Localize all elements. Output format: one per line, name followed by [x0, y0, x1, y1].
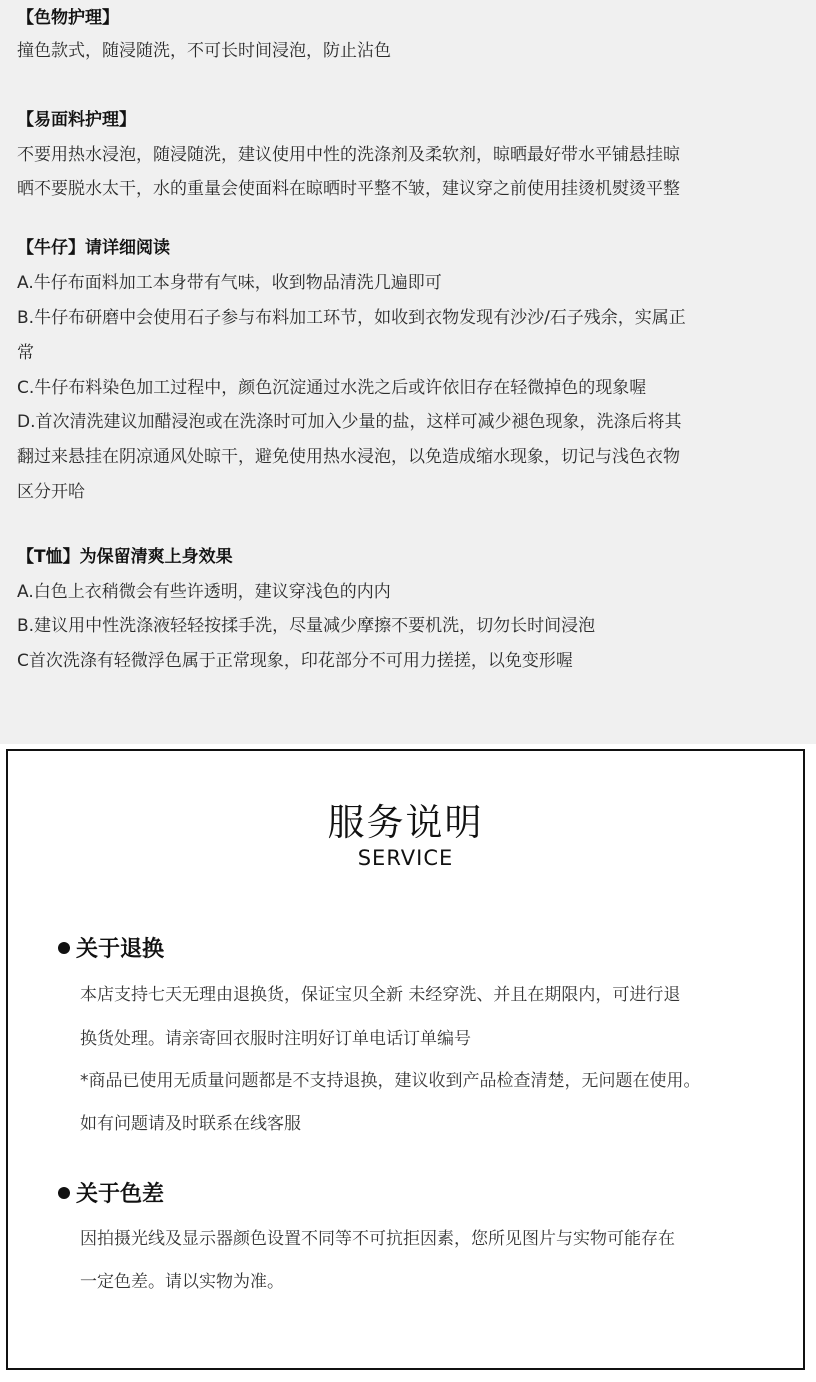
returns-line: 如有问题请及时联系在线客服 [80, 1114, 301, 1134]
service-subtitle: SERVICE [357, 846, 454, 870]
denim-line: B.牛仔布研磨中会使用石子参与布料加工环节，如收到衣物发现有沙沙/石子残余，实属正 [17, 308, 686, 328]
tshirt-heading: 【T恤】为保留清爽上身效果 [17, 547, 233, 567]
denim-line: A.牛仔布面料加工本身带有气味，收到物品清洗几遍即可 [17, 273, 442, 293]
color-diff-line: 因拍摄光线及显示器颜色设置不同等不可抗拒因素，您所见图片与实物可能存在 [80, 1229, 675, 1249]
returns-heading [58, 937, 164, 963]
returns-line: *商品已使用无质量问题都是不支持退换，建议收到产品检查清楚，无问题在使用。 [80, 1071, 701, 1091]
color-diff-heading [58, 1182, 164, 1208]
denim-line: 翻过来悬挂在阴凉通风处晾干，避免使用热水浸泡，以免造成缩水现象，切记与浅色衣物 [17, 447, 680, 467]
denim-line: 常 [17, 343, 34, 363]
color-care-line: 撞色款式，随浸随洗，不可长时间浸泡，防止沾色 [17, 41, 391, 61]
service-info-box [6, 749, 805, 1370]
returns-line: 本店支持七天无理由退换货，保证宝贝全新 未经穿洗、并且在期限内，可进行退 [80, 985, 681, 1005]
color-diff-line: 一定色差。请以实物为准。 [80, 1272, 284, 1292]
fabric-care-heading: 【易面料护理】 [17, 110, 136, 130]
tshirt-line: A.白色上衣稍微会有些许透明，建议穿浅色的内内 [17, 582, 391, 602]
denim-heading: 【牛仔】请详细阅读 [17, 238, 170, 258]
returns-heading-text: 关于退换 [76, 937, 165, 962]
service-title: 服务说明 [327, 801, 484, 844]
bullet-icon [58, 942, 70, 954]
denim-line: D.首次清洗建议加醋浸泡或在洗涤时可加入少量的盐，这样可减少褪色现象，洗涤后将其 [17, 412, 682, 432]
denim-line: 区分开哈 [17, 482, 85, 502]
tshirt-line: C首次洗涤有轻微浮色属于正常现象，印花部分不可用力搓搓，以免变形喔 [17, 651, 573, 671]
returns-line: 换货处理。请亲寄回衣服时注明好订单电话订单编号 [80, 1029, 471, 1049]
fabric-care-line: 晒不要脱水太干，水的重量会使面料在晾晒时平整不皱，建议穿之前使用挂烫机熨烫平整 [17, 179, 680, 199]
fabric-care-line: 不要用热水浸泡，随浸随洗，建议使用中性的洗涤剂及柔软剂，晾晒最好带水平铺悬挂晾 [17, 145, 680, 165]
denim-line: C.牛仔布料染色加工过程中，颜色沉淀通过水洗之后或许依旧存在轻微掉色的现象喔 [17, 378, 647, 398]
color-care-heading: 【色物护理】 [17, 8, 119, 28]
bullet-icon [58, 1187, 70, 1199]
tshirt-line: B.建议用中性洗涤液轻轻按揉手洗，尽量减少摩擦不要机洗，切勿长时间浸泡 [17, 616, 596, 636]
color-diff-heading-text: 关于色差 [76, 1182, 165, 1207]
